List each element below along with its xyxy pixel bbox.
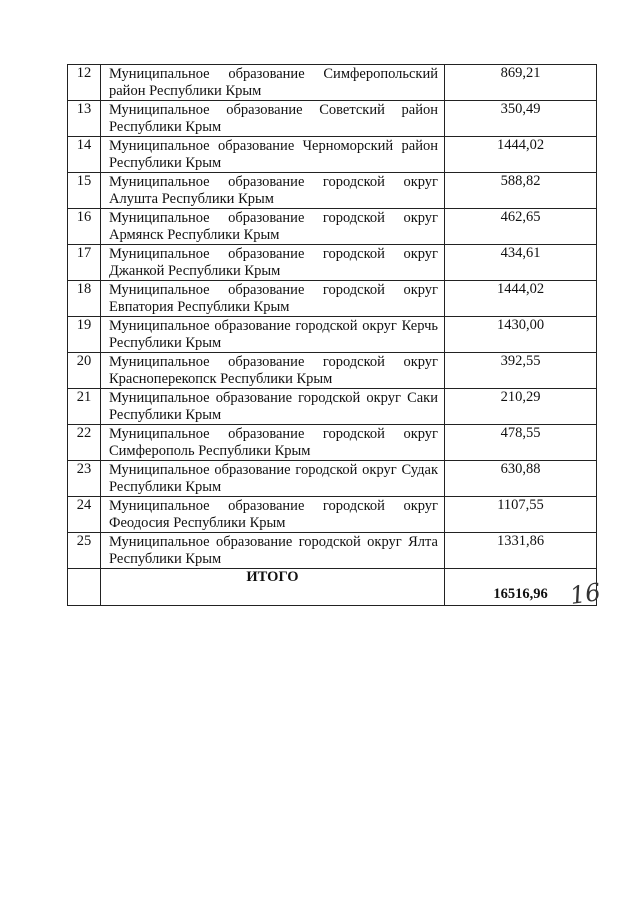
- table-row: [68, 461, 597, 497]
- row-number: 23: [68, 461, 101, 497]
- municipality-name: Муниципальное образование городской округ Красноперекопск Республики Крым: [101, 353, 445, 389]
- amount-value: 392,55: [445, 353, 597, 389]
- row-number: 18: [68, 281, 101, 317]
- total-value: 16516,96: [445, 569, 597, 606]
- table-row: [68, 353, 597, 389]
- row-number: 24: [68, 497, 101, 533]
- table-row: [68, 137, 597, 173]
- amount-value: 434,61: [445, 245, 597, 281]
- amount-value: 1444,02: [445, 281, 597, 317]
- amount-value: 1444,02: [445, 137, 597, 173]
- row-number: 14: [68, 137, 101, 173]
- amount-value: 1107,55: [445, 497, 597, 533]
- amount-value: 630,88: [445, 461, 597, 497]
- municipality-name: Муниципальное образование городской округ Саки Республики Крым: [101, 389, 445, 425]
- row-number: 15: [68, 173, 101, 209]
- municipality-name: Муниципальное образование городской округ Феодосия Республики Крым: [101, 497, 445, 533]
- table-row: [68, 65, 597, 101]
- municipality-name: Муниципальное образование городской округ Керчь Республики Крым: [101, 317, 445, 353]
- table-row: [68, 533, 597, 569]
- municipality-name: Муниципальное образование городской округ Ялта Республики Крым: [101, 533, 445, 569]
- total-row: [68, 569, 597, 606]
- table-row: [68, 497, 597, 533]
- row-number: 25: [68, 533, 101, 569]
- amount-value: 1331,86: [445, 533, 597, 569]
- row-number: 12: [68, 65, 101, 101]
- allocation-table: [67, 64, 597, 606]
- amount-value: 1430,00: [445, 317, 597, 353]
- municipality-name: Муниципальное образование Черноморский район Республики Крым: [101, 137, 445, 173]
- total-label: ИТОГО: [101, 569, 445, 606]
- amount-value: 210,29: [445, 389, 597, 425]
- table-row: [68, 317, 597, 353]
- row-number: 17: [68, 245, 101, 281]
- empty-cell: [68, 569, 101, 606]
- municipality-name: Муниципальное образование Советский район Республики Крым: [101, 101, 445, 137]
- table-row: [68, 245, 597, 281]
- amount-value: 869,21: [445, 65, 597, 101]
- row-number: 19: [68, 317, 101, 353]
- municipality-name: Муниципальное образование городской округ Алушта Республики Крым: [101, 173, 445, 209]
- table-row: [68, 101, 597, 137]
- municipality-name: Муниципальное образование городской округ Симферополь Республики Крым: [101, 425, 445, 461]
- row-number: 21: [68, 389, 101, 425]
- amount-value: 350,49: [445, 101, 597, 137]
- row-number: 22: [68, 425, 101, 461]
- municipality-name: Муниципальное образование городской округ Судак Республики Крым: [101, 461, 445, 497]
- row-number: 16: [68, 209, 101, 245]
- municipality-name: Муниципальное образование городской округ Армянск Республики Крым: [101, 209, 445, 245]
- table-row: [68, 209, 597, 245]
- table-row: [68, 389, 597, 425]
- municipality-name: Муниципальное образование городской округ Евпатория Республики Крым: [101, 281, 445, 317]
- table-row: [68, 173, 597, 209]
- handwritten-page-number: 16: [568, 578, 603, 610]
- amount-value: 588,82: [445, 173, 597, 209]
- municipality-name: Муниципальное образование Симферопольский район Республики Крым: [101, 65, 445, 101]
- table-row: [68, 281, 597, 317]
- row-number: 13: [68, 101, 101, 137]
- municipality-name: Муниципальное образование городской округ Джанкой Республики Крым: [101, 245, 445, 281]
- amount-value: 462,65: [445, 209, 597, 245]
- amount-value: 478,55: [445, 425, 597, 461]
- row-number: 20: [68, 353, 101, 389]
- table-row: [68, 425, 597, 461]
